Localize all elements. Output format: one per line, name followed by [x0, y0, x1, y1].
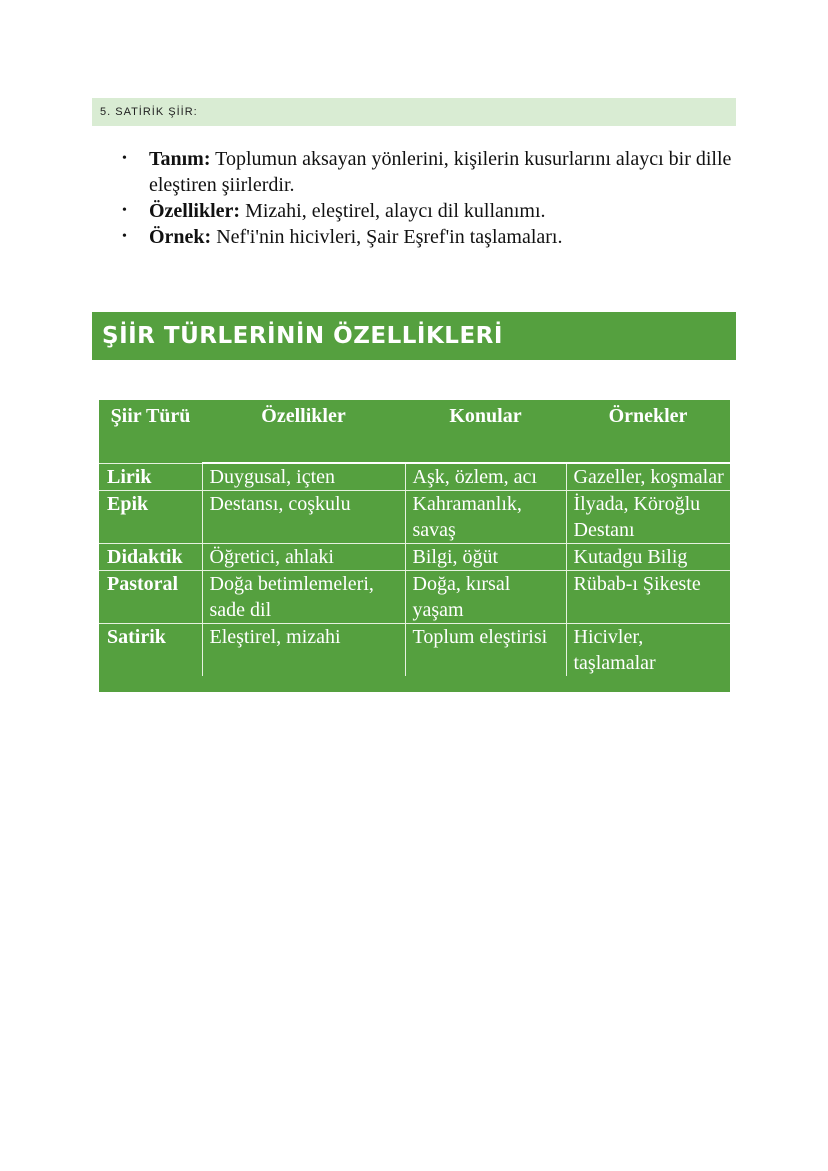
table	[99, 400, 730, 676]
table-cell: Destansı, coşkulu	[202, 491, 405, 544]
bullet-label: Örnek:	[149, 226, 212, 248]
table-cell: Doğa betimlemeleri, sade dil	[202, 571, 405, 624]
main-heading: ŞİİR TÜRLERİNİN ÖZELLİKLERİ	[92, 312, 736, 360]
row-header: Lirik	[99, 463, 202, 491]
column-header: Konular	[405, 400, 566, 463]
table-cell: İlyada, Köroğlu Destanı	[566, 491, 730, 544]
table-cell: Toplum eleştirisi	[405, 624, 566, 677]
table-cell: Doğa, kırsal yaşam	[405, 571, 566, 624]
column-header: Şiir Türü	[110, 405, 191, 427]
table-cell: Öğretici, ahlaki	[202, 544, 405, 571]
table-row	[99, 624, 730, 677]
table-row	[99, 463, 730, 491]
table-row	[99, 491, 730, 544]
bullet-icon: •	[122, 229, 127, 244]
table-cell: Eleştirel, mizahi	[202, 624, 405, 677]
row-header: Didaktik	[99, 544, 202, 571]
list-item	[108, 146, 738, 198]
bullet-label: Tanım:	[149, 148, 211, 170]
table-cell: Gazeller, koşmalar	[566, 463, 730, 491]
table-cell: Kutadgu Bilig	[566, 544, 730, 571]
column-header: Özellikler	[202, 400, 405, 463]
sub-heading-satirik: 5. SATİRİK ŞİİR:	[92, 98, 736, 126]
row-header: Epik	[99, 491, 202, 544]
table-cell: Bilgi, öğüt	[405, 544, 566, 571]
row-header: Satirik	[99, 624, 202, 677]
table-header-row	[99, 400, 730, 463]
table-cell: Kahramanlık, savaş	[405, 491, 566, 544]
list-item	[108, 198, 738, 224]
bullet-text: Nef'i'nin hicivleri, Şair Eşref'in taşlamaları.	[211, 226, 563, 248]
table-cell: Aşk, özlem, acı	[405, 463, 566, 491]
bullet-icon: •	[122, 203, 127, 218]
row-header: Pastoral	[99, 571, 202, 624]
bullet-label: Özellikler:	[149, 200, 241, 222]
table-cell: Duygusal, içten	[202, 463, 405, 491]
table-cell: Hicivler, taşlamalar	[566, 624, 730, 677]
column-header: Örnekler	[566, 400, 730, 463]
table-row	[99, 544, 730, 571]
bullet-text: Toplumun aksayan yönlerini, kişilerin kusurlarını alaycı bir dille eleştiren şiirlerdir.	[149, 148, 732, 196]
table-row	[99, 571, 730, 624]
table-cell: Rübab-ı Şikeste	[566, 571, 730, 624]
poetry-types-table	[99, 400, 730, 692]
bullet-icon: •	[122, 151, 127, 166]
definition-list	[108, 146, 738, 250]
list-item	[108, 224, 738, 250]
bullet-text: Mizahi, eleştirel, alaycı dil kullanımı.	[240, 200, 546, 222]
